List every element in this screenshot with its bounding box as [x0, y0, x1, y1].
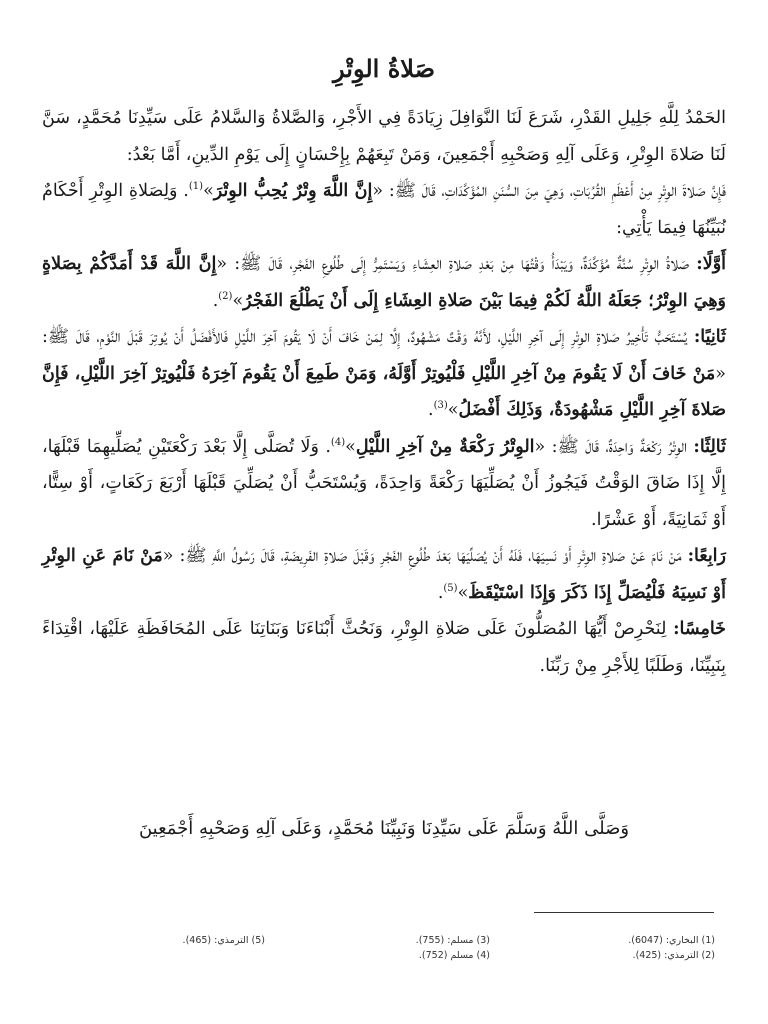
- p4-lead: ثَالِثًا:: [693, 436, 726, 457]
- p3-after: .: [428, 400, 434, 420]
- p4-text: الوِتْرُ رَكْعَةٌ وَاحِدَةٌ، قَالَ ﷺ: «: [534, 436, 694, 457]
- p3-hadith-quote: مَنْ خَافَ أَنْ لَا يَقُومَ مِنْ آخِرِ اللَّيْلِ فَلْيُوتِرْ أَوَّلَهُ، وَمَنْ طَمِعَ أَنْ يَقُومَ آخِرَهُ فَلْيُوتِرْ آخِرَ اللَّيْلِ، فَإِنَّ صَلاةَ آخِرِ اللَّيْلِ مَشْهُودَةٌ، وَذَلِكَ أَفْضَلُ: [42, 363, 726, 420]
- p6-lead: خَامِسًا:: [673, 619, 726, 639]
- p5-lead: رَابِعًا:: [687, 546, 726, 566]
- p5-hadith-quote: مَنْ نَامَ عَنِ الوِتْرِ أَوْ نَسِيَهُ فَلْيُصَلِّ إِذَا ذَكَرَ وَإِذَا اسْتَيْقَظَ: [42, 546, 726, 603]
- p2-after: .: [212, 290, 219, 311]
- p1-hadith-quote: إِنَّ اللَّهَ وِتْرٌ يُحِبُّ الوِتْرَ: [213, 181, 373, 201]
- article-body: [42, 100, 726, 684]
- intro-text: الحَمْدُ لِلَّهِ جَلِيلِ القَدْرِ، شَرَعَ لَنَا النَّوَافِلَ زِيَادَةً فِي الأَجْرِ، وَالصَّلاةُ وَالسَّلامُ عَلَى سَيِّدِنَا مُحَمَّدٍ، سَنَّ لَنَا صَلاةَ الوِتْرِ، وَعَلَى آلِهِ وَصَحْبِهِ أَجْمَعِينَ، وَمَنْ تَبِعَهُمْ بِإِحْسَانٍ إِلَى يَوْمِ الدِّينِ، أَمَّا بَعْدُ:: [42, 108, 726, 165]
- paragraph-4: [42, 429, 726, 539]
- p3-lead: ثَانِيًا:: [693, 327, 726, 347]
- paragraph-6: [42, 611, 726, 684]
- intro-paragraph: [42, 100, 726, 173]
- footnote-ref-3[interactable]: (3): [433, 400, 448, 412]
- paragraph-1: [42, 173, 726, 246]
- p6-text: لِنَحْرِصْ أَيُّهَا المُصَلُّونَ عَلَى صَلاةِ الوِتْرِ، وَنَحُثَّ أَبْنَاءَنَا وَبَنَاتِنَا عَلَى المُحَافَظَةِ عَلَيْهَا، اقْتِدَاءً بِنَبِيِّنَا، وَطَلَبًا لِلأَجْرِ مِنْ رَبِّنَا.: [42, 619, 726, 676]
- footnote-2: (2) الترمذي: (425).: [632, 950, 715, 961]
- footnote-5: (5) الترمذي: (465).: [182, 935, 265, 946]
- p2-lead: أَوَّلًا:: [696, 254, 727, 274]
- p1-quote-close: »: [203, 181, 214, 201]
- footnote-3: (3) مسلم: (755).: [415, 935, 490, 946]
- paragraph-3: [42, 319, 726, 429]
- p1-after: . وَلِصَلاةِ الوِتْرِ أَحْكَامٌ نُبَيِّنُهَا فِيمَا يَأْتِي:: [42, 181, 726, 238]
- p2-hadith-quote: إِنَّ اللَّهَ قَدْ أَمَدَّكُمْ بِصَلاةٍ وَهِيَ الوِتْرُ؛ جَعَلَهُ اللَّهُ لَكُمْ فِيمَا بَيْنَ صَلاةِ العِشَاءِ إِلَى أَنْ يَطْلُعَ الفَجْرُ: [42, 254, 726, 311]
- footnote-empty: [60, 950, 265, 961]
- p2-quote-close: »: [232, 290, 244, 311]
- footnote-4: (4) مسلم (752).: [418, 950, 490, 961]
- closing-prayer: وَصَلَّى اللَّهُ وَسَلَّمَ عَلَى سَيِّدِنَا وَنَبِيِّنَا مُحَمَّدٍ، وَعَلَى آلِهِ وَصَحْبِهِ أَجْمَعِينَ: [138, 818, 630, 839]
- p1-text: فَإِنَّ صَلاةَ الوِتْرِ مِنْ أَعْظَمِ القُرُبَاتِ، وَهِيَ مِنَ السُّنَنِ المُؤَكَّدَاتِ، قَالَ ﷺ: «: [372, 181, 727, 201]
- footnotes: [60, 935, 715, 961]
- paragraph-5: [42, 538, 726, 611]
- page-title: صَلاةُ الوِتْرِ: [333, 54, 435, 83]
- footnote-1: (1) البخاري: (6047).: [628, 935, 715, 946]
- footnote-ref-5[interactable]: (5): [443, 582, 458, 594]
- footnote-divider: [534, 912, 714, 913]
- footnote-ref-4[interactable]: (4): [330, 436, 346, 448]
- p4-quote-close: »: [345, 436, 356, 457]
- p2-text: صَلاةُ الوِتْرِ سُنَّةٌ مُؤَكَّدَةٌ، وَيَبْدَأُ وَقْتُهَا مِنْ بَعْدِ صَلاةِ العِشَاءِ وَيَسْتَمِرُّ إِلَى طُلُوعِ الفَجْرِ، قَالَ ﷺ: «: [216, 254, 697, 274]
- footnote-ref-1[interactable]: (1): [188, 181, 204, 193]
- p5-after: .: [437, 582, 444, 603]
- p3-text: يُسْتَحَبُّ تَأْخِيرُ صَلاةِ الوِتْرِ إِلَى آخِرِ اللَّيْلِ، لأَنَّهُ وَقْتٌ مَشْهُودٌ، إِلَّا لِمَنْ خَافَ أَنْ لَا يَقُومَ آخِرَ اللَّيْلِ فَالأَفْضَلُ أَنْ يُوتِرَ قَبْلَ النَّوْمِ، قَالَ ﷺ: «: [42, 327, 726, 384]
- p3-quote-close: »: [447, 400, 459, 420]
- p4-hadith-quote: الوِتْرُ رَكْعَةٌ مِنْ آخِرِ اللَّيْلِ: [355, 436, 535, 457]
- p5-text: مَنْ نَامَ عَنْ صَلاةِ الوِتْرِ أَوْ نَسِيَهَا، فَلَهُ أَنْ يُصَلِّيَهَا بَعْدَ طُلُوعِ الفَجْرِ وَقَبْلَ صَلاةِ الفَرِيضَةِ، قَالَ رَسُولُ اللَّهِ ﷺ: «: [162, 546, 688, 566]
- paragraph-2: [42, 246, 726, 319]
- p5-quote-close: »: [457, 582, 469, 603]
- p4-after: . وَلَا تُصَلَّى إِلَّا بَعْدَ رَكْعَتَيْنِ يُصَلِّيهِمَا قَبْلَهَا، إِلَّا إِذَا ضَاقَ الوَقْتُ فَيَجُوزُ أَنْ يُصَلِّيَهَا رَكْعَةً وَاحِدَةً، وَيُسْتَحَبُّ أَنْ يُصَلِّيَ قَبْلَهَا أَرْبَعَ رَكَعَاتٍ، أَوْ سِتًّا، أَوْ ثَمَانِيَةً، أَوْ عَشْرًا.: [42, 436, 726, 530]
- footnote-ref-2[interactable]: (2): [218, 290, 233, 302]
